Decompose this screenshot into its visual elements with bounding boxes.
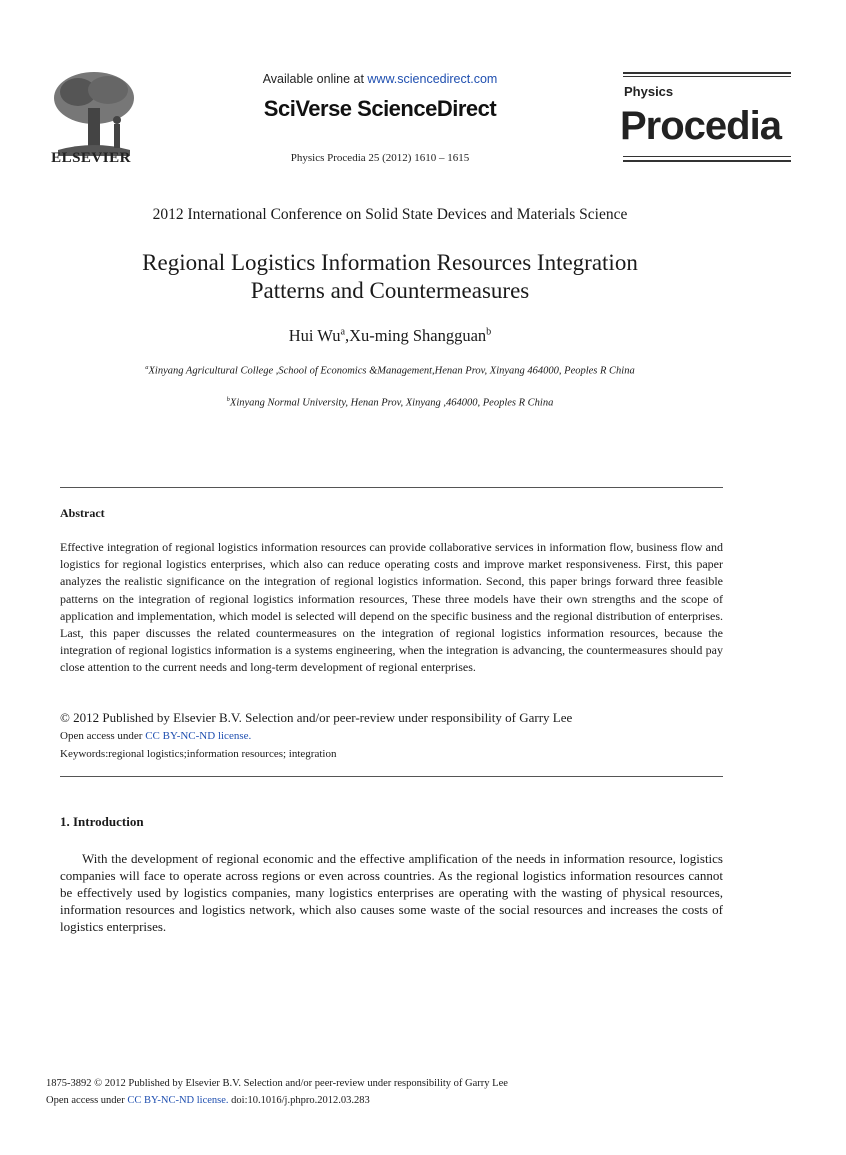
open-access-prefix: Open access under xyxy=(60,730,146,742)
authors xyxy=(0,326,780,346)
abstract-bottom-rule xyxy=(60,776,723,777)
footer-doi: doi:10.1016/j.phpro.2012.03.283 xyxy=(228,1095,370,1106)
footer-copyright: 1875-3892 © 2012 Published by Elsevier B.V. Selection and/or peer-review under responsibility of Garry Lee xyxy=(46,1078,508,1089)
copyright-line: © 2012 Published by Elsevier B.V. Selection and/or peer-review under responsibility of Garry Lee xyxy=(60,710,573,725)
keywords: Keywords:regional logistics;information resources; integration xyxy=(60,748,337,760)
available-prefix: Available online at xyxy=(262,72,368,86)
elsevier-wordmark: ELSEVIER xyxy=(51,150,131,166)
introduction-heading: 1. Introduction xyxy=(60,814,144,829)
affiliation-b-text: Xinyang Normal University, Henan Prov, Xinyang ,464000, Peoples R China xyxy=(229,397,554,409)
footer-license-link[interactable]: CC BY-NC-ND license. xyxy=(127,1095,229,1106)
title-line-1: Regional Logistics Information Resources Integration xyxy=(142,250,638,275)
sciencedirect-link[interactable]: www.sciencedirect.com xyxy=(367,72,498,86)
affiliation-a-sup: a xyxy=(145,364,149,371)
affiliation-a xyxy=(40,364,740,377)
journal-logo-rule xyxy=(623,160,791,162)
affiliation-a-text: Xinyang Agricultural College ,School of Economics &Management,Henan Prov, Xinyang 464000, Peoples R China xyxy=(148,365,635,377)
author-2-sup: b xyxy=(486,326,492,338)
author-1: Hui Wu xyxy=(288,326,341,345)
abstract-text: Effective integration of regional logistics information resources can provide collaborative services in information flow, business flow and logistics for regional logistics enterprises, which also can reduce operating costs and improve market responsiveness. First, this paper analyzes the realistic significance on the integration of regional logistics information. Second, this paper brings forward three feasible patterns on the integration of regional logistics information resources, These three models have their own strengths and the scope of application and implementation, which model is selected will depend on the specific business and the regional distribution of enterprises. Last, this paper discusses the related countermeasures on the integration of regional logistics information resources, because the integration of regional logistics information is a systems engineering, when the integration is advancing, the countermeasures should pay close attention to the current needs and long-term development of regional enterprises. xyxy=(60,540,723,675)
author-1-sup: a xyxy=(340,326,346,338)
open-access-line xyxy=(60,730,723,742)
abstract-heading: Abstract xyxy=(60,506,105,520)
title-line-2: Patterns and Countermeasures xyxy=(250,278,530,303)
author-2: Xu-ming Shangguan xyxy=(349,326,487,345)
license-link[interactable]: CC BY-NC-ND license. xyxy=(145,730,252,742)
paper-title xyxy=(60,249,720,305)
journal-logo-procedia: Procedia xyxy=(620,104,781,148)
introduction-text: With the development of regional economic and the effective amplification of the needs in information resource, logistics companies will face to operate across regions or even across countries. As the regional logistics information resources cannot be effectively used by logistics companies, many logistics enterprises are operating with the wasting of physical resources, information resources and logistics network, which also causes some waste of the social resources and increases the costs of logistics enterprises. xyxy=(60,851,723,934)
sciverse-logo: SciVerse ScienceDirect xyxy=(263,96,497,121)
journal-logo-rule xyxy=(623,156,791,157)
abstract-top-rule xyxy=(60,487,723,488)
journal-logo-rule xyxy=(623,76,791,77)
footer-open-access xyxy=(46,1095,746,1106)
journal-citation: Physics Procedia 25 (2012) 1610 – 1615 xyxy=(290,152,470,164)
author-separator: , xyxy=(345,326,350,345)
conference-name: 2012 International Conference on Solid State Devices and Materials Science xyxy=(152,206,628,223)
journal-logo-rule xyxy=(623,72,791,74)
affiliation-b-sup: b xyxy=(226,396,230,403)
available-online xyxy=(160,72,600,86)
affiliation-b xyxy=(40,396,740,409)
footer-open-access-prefix: Open access under xyxy=(46,1095,128,1106)
journal-logo-physics: Physics xyxy=(624,84,674,99)
